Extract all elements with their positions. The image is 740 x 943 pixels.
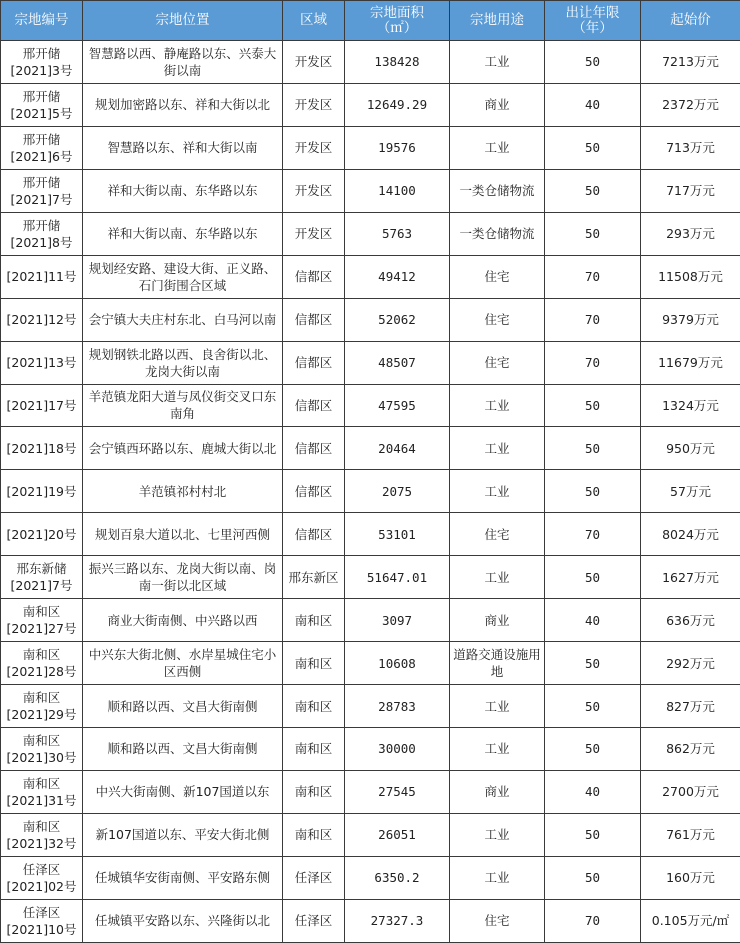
cell-price: 950万元 [641, 427, 740, 470]
cell-usage: 商业 [450, 770, 545, 813]
cell-years: 50 [545, 427, 641, 470]
cell-years: 50 [545, 169, 641, 212]
cell-area: 27545 [345, 770, 450, 813]
cell-code: 南和区[2021]30号 [1, 728, 83, 771]
cell-code: [2021]18号 [1, 427, 83, 470]
cell-price: 717万元 [641, 169, 740, 212]
table-row [1, 384, 740, 427]
header-usage: 宗地用途 [450, 1, 545, 41]
table-row [1, 427, 740, 470]
cell-price: 1627万元 [641, 556, 740, 599]
cell-usage: 住宅 [450, 298, 545, 341]
cell-code: 邢开储[2021]6号 [1, 126, 83, 169]
cell-code: 任泽区[2021]02号 [1, 856, 83, 899]
cell-district: 信都区 [283, 298, 345, 341]
cell-price: 11508万元 [641, 255, 740, 298]
cell-area: 6350.2 [345, 856, 450, 899]
header-district: 区域 [283, 1, 345, 41]
cell-usage: 住宅 [450, 513, 545, 556]
cell-price: 713万元 [641, 126, 740, 169]
cell-price: 761万元 [641, 813, 740, 856]
cell-code: 南和区[2021]28号 [1, 642, 83, 685]
cell-price: 862万元 [641, 728, 740, 771]
cell-code: 南和区[2021]32号 [1, 813, 83, 856]
cell-code: 邢开储[2021]8号 [1, 212, 83, 255]
cell-area: 20464 [345, 427, 450, 470]
cell-district: 信都区 [283, 255, 345, 298]
cell-code: [2021]20号 [1, 513, 83, 556]
cell-price: 8024万元 [641, 513, 740, 556]
cell-years: 50 [545, 642, 641, 685]
cell-usage: 工业 [450, 41, 545, 84]
cell-price: 0.105万元/㎡ [641, 899, 740, 942]
cell-code: [2021]12号 [1, 298, 83, 341]
cell-district: 信都区 [283, 470, 345, 513]
cell-district: 南和区 [283, 813, 345, 856]
cell-price: 9379万元 [641, 298, 740, 341]
cell-district: 南和区 [283, 728, 345, 771]
cell-location: 智慧路以西、静庵路以东、兴泰大街以南 [83, 41, 283, 84]
cell-district: 信都区 [283, 384, 345, 427]
table-row [1, 341, 740, 384]
cell-district: 开发区 [283, 41, 345, 84]
cell-price: 292万元 [641, 642, 740, 685]
cell-years: 50 [545, 728, 641, 771]
cell-code: 任泽区[2021]10号 [1, 899, 83, 942]
table-row [1, 255, 740, 298]
header-price: 起始价 [641, 1, 740, 41]
table-row [1, 813, 740, 856]
cell-code: 南和区[2021]31号 [1, 770, 83, 813]
cell-location: 祥和大街以南、东华路以东 [83, 169, 283, 212]
cell-code: 南和区[2021]29号 [1, 685, 83, 728]
cell-usage: 一类仓储物流 [450, 169, 545, 212]
table-row [1, 599, 740, 642]
cell-district: 任泽区 [283, 899, 345, 942]
cell-location: 祥和大街以南、东华路以东 [83, 212, 283, 255]
cell-usage: 住宅 [450, 255, 545, 298]
cell-code: [2021]11号 [1, 255, 83, 298]
cell-code: [2021]17号 [1, 384, 83, 427]
cell-area: 26051 [345, 813, 450, 856]
cell-location: 羊范镇龙阳大道与凤仪街交叉口东南角 [83, 384, 283, 427]
cell-price: 7213万元 [641, 41, 740, 84]
cell-location: 任城镇平安路以东、兴隆街以北 [83, 899, 283, 942]
cell-district: 南和区 [283, 770, 345, 813]
cell-price: 2700万元 [641, 770, 740, 813]
cell-location: 智慧路以东、祥和大街以南 [83, 126, 283, 169]
table-row [1, 513, 740, 556]
cell-district: 开发区 [283, 169, 345, 212]
cell-usage: 商业 [450, 599, 545, 642]
cell-district: 南和区 [283, 685, 345, 728]
cell-years: 50 [545, 685, 641, 728]
table-row [1, 83, 740, 126]
cell-location: 会宁镇大夫庄村东北、白马河以南 [83, 298, 283, 341]
cell-price: 57万元 [641, 470, 740, 513]
cell-district: 开发区 [283, 212, 345, 255]
header-years-line2: （年） [572, 20, 613, 36]
header-code: 宗地编号 [1, 1, 83, 41]
cell-district: 信都区 [283, 513, 345, 556]
cell-area: 49412 [345, 255, 450, 298]
cell-location: 会宁镇西环路以东、鹿城大街以北 [83, 427, 283, 470]
cell-location: 羊范镇祁村村北 [83, 470, 283, 513]
cell-usage: 工业 [450, 856, 545, 899]
cell-code: 邢开储[2021]3号 [1, 41, 83, 84]
cell-location: 中兴大街南侧、新107国道以东 [83, 770, 283, 813]
cell-usage: 工业 [450, 427, 545, 470]
table-row [1, 685, 740, 728]
cell-years: 50 [545, 556, 641, 599]
cell-usage: 工业 [450, 470, 545, 513]
cell-location: 顺和路以西、文昌大街南侧 [83, 685, 283, 728]
cell-area: 47595 [345, 384, 450, 427]
header-row [1, 1, 740, 41]
cell-usage: 一类仓储物流 [450, 212, 545, 255]
cell-area: 3097 [345, 599, 450, 642]
cell-years: 50 [545, 126, 641, 169]
cell-location: 任城镇华安街南侧、平安路东侧 [83, 856, 283, 899]
cell-code: 南和区[2021]27号 [1, 599, 83, 642]
cell-code: 邢开储[2021]5号 [1, 83, 83, 126]
cell-usage: 住宅 [450, 341, 545, 384]
cell-years: 50 [545, 813, 641, 856]
header-years-line1: 出让年限 [566, 5, 620, 21]
cell-district: 信都区 [283, 427, 345, 470]
cell-years: 70 [545, 513, 641, 556]
cell-area: 2075 [345, 470, 450, 513]
cell-code: 邢东新储[2021]7号 [1, 556, 83, 599]
cell-years: 50 [545, 470, 641, 513]
cell-years: 50 [545, 212, 641, 255]
cell-district: 任泽区 [283, 856, 345, 899]
cell-area: 51647.01 [345, 556, 450, 599]
header-location: 宗地位置 [83, 1, 283, 41]
cell-area: 28783 [345, 685, 450, 728]
table-row [1, 899, 740, 942]
cell-area: 138428 [345, 41, 450, 84]
cell-usage: 道路交通设施用地 [450, 642, 545, 685]
header-area [345, 1, 450, 41]
cell-area: 14100 [345, 169, 450, 212]
cell-location: 规划加密路以东、祥和大街以北 [83, 83, 283, 126]
cell-area: 52062 [345, 298, 450, 341]
cell-price: 2372万元 [641, 83, 740, 126]
cell-usage: 工业 [450, 685, 545, 728]
cell-usage: 商业 [450, 83, 545, 126]
cell-location: 新107国道以东、平安大街北侧 [83, 813, 283, 856]
cell-district: 开发区 [283, 126, 345, 169]
cell-years: 40 [545, 83, 641, 126]
table-row [1, 856, 740, 899]
cell-location: 规划百泉大道以北、七里河西侧 [83, 513, 283, 556]
cell-area: 30000 [345, 728, 450, 771]
cell-years: 50 [545, 41, 641, 84]
cell-district: 南和区 [283, 599, 345, 642]
cell-district: 开发区 [283, 83, 345, 126]
cell-years: 50 [545, 856, 641, 899]
header-area-line2: （㎡） [377, 20, 418, 36]
table-row [1, 470, 740, 513]
cell-location: 规划钢铁北路以西、良舍街以北、龙岗大街以南 [83, 341, 283, 384]
cell-usage: 工业 [450, 728, 545, 771]
cell-area: 10608 [345, 642, 450, 685]
cell-location: 顺和路以西、文昌大街南侧 [83, 728, 283, 771]
cell-location: 振兴三路以东、龙岗大街以南、岗南一街以北区域 [83, 556, 283, 599]
cell-usage: 工业 [450, 384, 545, 427]
table-row [1, 126, 740, 169]
cell-area: 5763 [345, 212, 450, 255]
table-row [1, 41, 740, 84]
table-row [1, 212, 740, 255]
cell-years: 40 [545, 599, 641, 642]
cell-area: 27327.3 [345, 899, 450, 942]
cell-district: 邢东新区 [283, 556, 345, 599]
cell-price: 11679万元 [641, 341, 740, 384]
cell-code: [2021]19号 [1, 470, 83, 513]
cell-district: 南和区 [283, 642, 345, 685]
cell-usage: 工业 [450, 556, 545, 599]
cell-usage: 工业 [450, 126, 545, 169]
cell-area: 12649.29 [345, 83, 450, 126]
cell-years: 70 [545, 298, 641, 341]
cell-years: 70 [545, 341, 641, 384]
table-row [1, 642, 740, 685]
cell-price: 160万元 [641, 856, 740, 899]
cell-code: [2021]13号 [1, 341, 83, 384]
table-row [1, 298, 740, 341]
cell-location: 中兴东大街北侧、水岸星城住宅小区西侧 [83, 642, 283, 685]
table-row [1, 728, 740, 771]
cell-location: 规划经安路、建设大街、正义路、石门街围合区域 [83, 255, 283, 298]
cell-district: 信都区 [283, 341, 345, 384]
cell-price: 1324万元 [641, 384, 740, 427]
cell-years: 40 [545, 770, 641, 813]
cell-price: 827万元 [641, 685, 740, 728]
table-row [1, 169, 740, 212]
cell-usage: 住宅 [450, 899, 545, 942]
cell-area: 48507 [345, 341, 450, 384]
cell-location: 商业大街南侧、中兴路以西 [83, 599, 283, 642]
table-row [1, 770, 740, 813]
cell-years: 70 [545, 899, 641, 942]
cell-price: 293万元 [641, 212, 740, 255]
cell-area: 19576 [345, 126, 450, 169]
header-years [545, 1, 641, 41]
table-row [1, 556, 740, 599]
cell-usage: 工业 [450, 813, 545, 856]
cell-code: 邢开储[2021]7号 [1, 169, 83, 212]
cell-years: 70 [545, 255, 641, 298]
cell-price: 636万元 [641, 599, 740, 642]
header-area-line1: 宗地面积 [370, 5, 424, 21]
cell-years: 50 [545, 384, 641, 427]
cell-area: 53101 [345, 513, 450, 556]
